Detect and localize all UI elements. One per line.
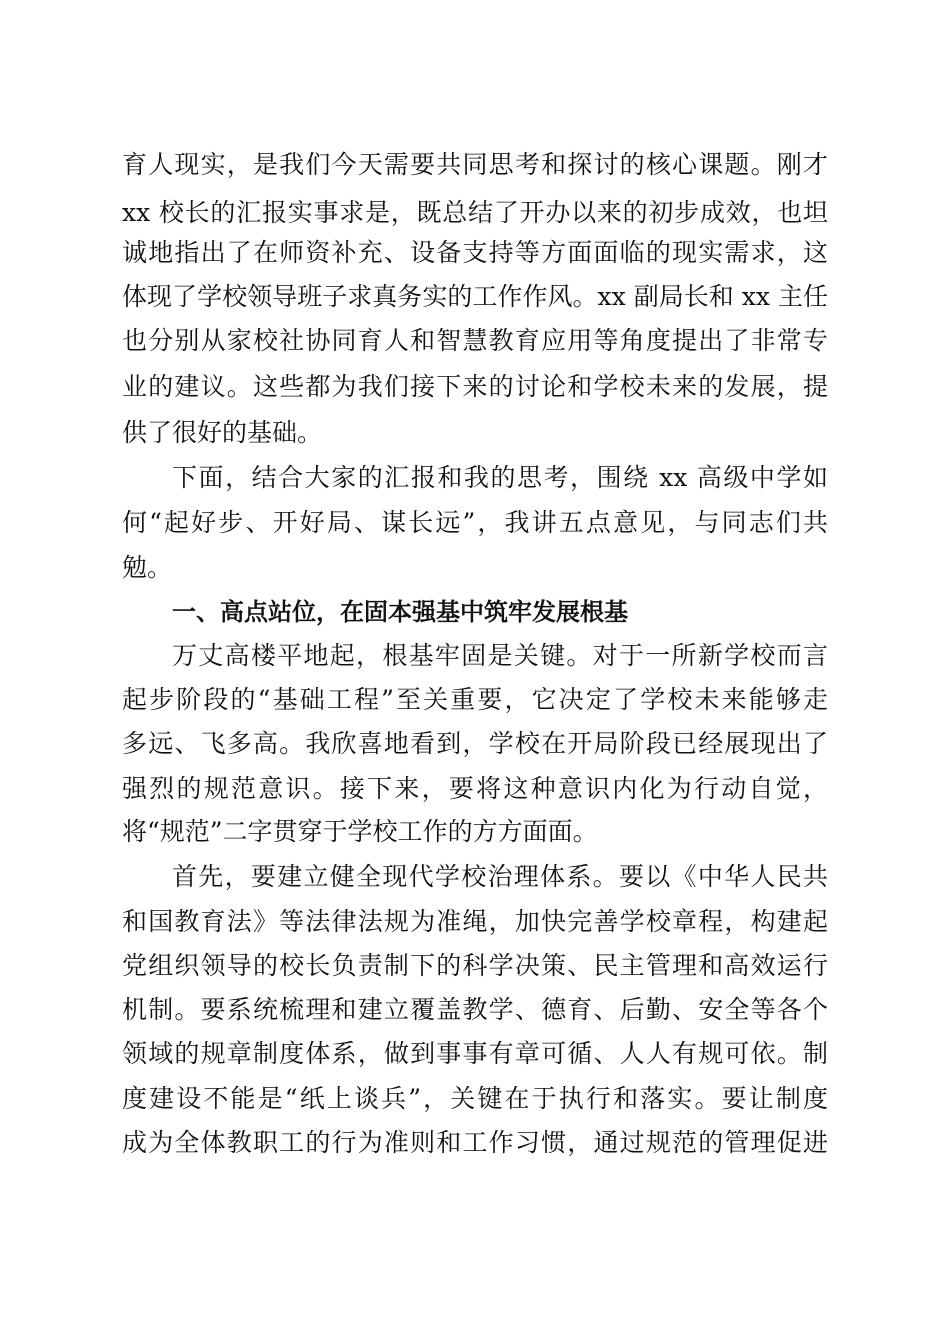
paragraph-line: 诚地指出了在师资补充、设备支持等方面面临的现实需求，这 — [122, 238, 828, 267]
paragraph-line: 度建设不能是“纸上谈兵”，关键在于执行和落实。要让制度 — [122, 1084, 828, 1113]
paragraph-line: 供了很好的基础。 — [122, 418, 323, 447]
paragraph-line: 起步阶段的“基础工程”至关重要，它决定了学校未来能够走 — [122, 685, 828, 714]
paragraph-line: 勉。 — [122, 553, 173, 582]
paragraph-line: 何“起好步、开好局、谋长远”，我讲五点意见，与同志们共 — [122, 508, 828, 537]
paragraph-line: 将“规范”二字贯穿于学校工作的方方面面。 — [122, 817, 598, 846]
paragraph-line: 机制。要系统梳理和建立覆盖教学、德育、后勤、安全等各个 — [122, 995, 828, 1024]
paragraph-line: 下面，结合大家的汇报和我的思考，围绕 xx 高级中学如 — [172, 463, 828, 492]
paragraph-line: 领域的规章制度体系，做到事事有章可循、人人有规可依。制 — [122, 1039, 828, 1068]
paragraph-line: 多远、飞多高。我欣喜地看到，学校在开局阶段已经展现出了 — [122, 729, 828, 758]
paragraph-line: 业的建议。这些都为我们接下来的讨论和学校未来的发展，提 — [122, 372, 828, 401]
paragraph-line: 党组织领导的校长负责制下的科学决策、民主管理和高效运行 — [122, 951, 828, 980]
paragraph-line: 也分别从家校社协同育人和智慧教育应用等角度提出了非常专 — [122, 326, 828, 355]
paragraph-line: 成为全体教职工的行为准则和工作习惯，通过规范的管理促进 — [122, 1128, 828, 1157]
paragraph-line: 育人现实，是我们今天需要共同思考和探讨的核心课题。刚才 — [122, 150, 828, 179]
paragraph-line: 和国教育法》等法律法规为准绳，加快完善学校章程，构建起 — [122, 907, 828, 936]
section-heading: 一、高点站位，在固本强基中筑牢发展根基 — [172, 598, 628, 626]
paragraph-line: xx 校长的汇报实事求是，既总结了开办以来的初步成效，也坦 — [122, 198, 828, 227]
paragraph-line: 体现了学校领导班子求真务实的工作作风。xx 副局长和 xx 主任 — [122, 282, 828, 311]
paragraph-line: 强烈的规范意识。接下来，要将这种意识内化为行动自觉， — [122, 774, 828, 803]
paragraph-line: 首先，要建立健全现代学校治理体系。要以《中华人民共 — [172, 862, 828, 891]
paragraph-line: 万丈高楼平地起，根基牢固是关键。对于一所新学校而言 — [172, 641, 828, 670]
